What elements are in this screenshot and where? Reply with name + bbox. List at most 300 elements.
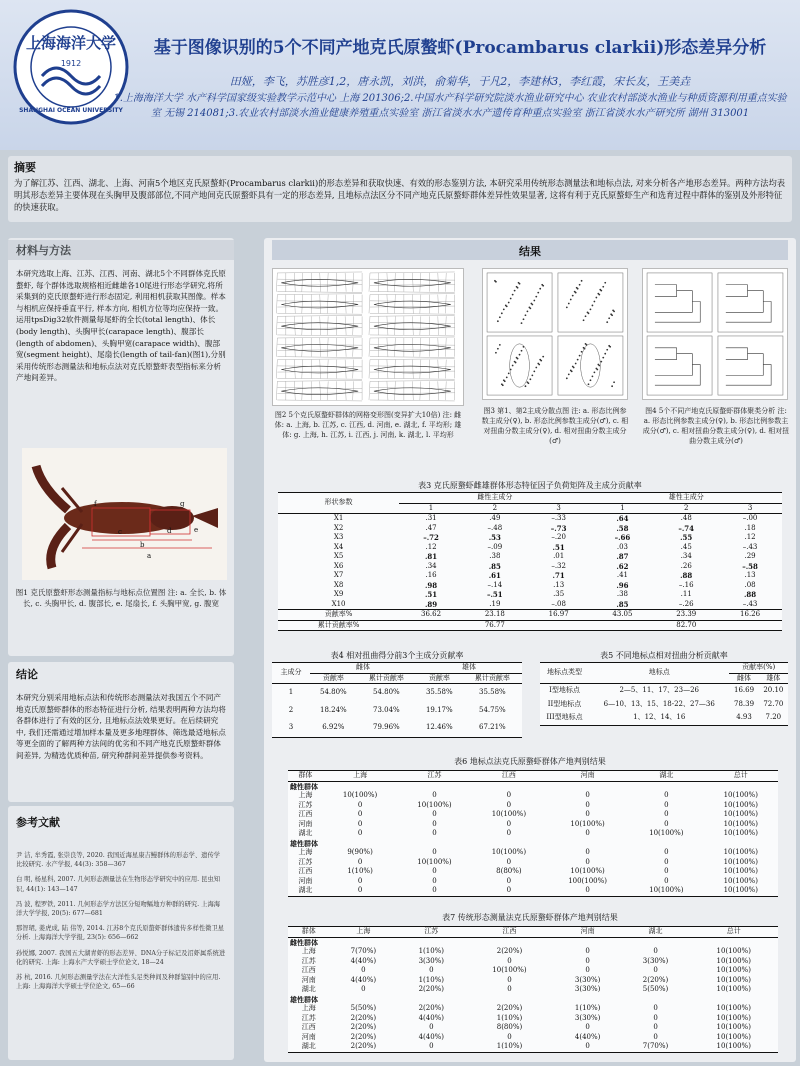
table-cell: 10(100%) xyxy=(342,791,378,799)
table-row xyxy=(288,1042,778,1052)
scatter-panel xyxy=(558,273,623,332)
table-cell: –.73 xyxy=(550,523,567,533)
table-row xyxy=(288,858,778,868)
table6-caption: 表6 地标点法克氏原螯虾群体产地判别结果 xyxy=(454,757,606,766)
table-cell: 0 xyxy=(507,1032,512,1041)
table-cell: X9 xyxy=(333,590,344,598)
references-heading: 参考文献 xyxy=(16,816,60,829)
table-row xyxy=(278,571,782,581)
table-cell: 36.62 xyxy=(421,610,442,618)
table-cell: 23.39 xyxy=(676,610,697,618)
table-row xyxy=(288,820,778,830)
table-cell: .51 xyxy=(552,542,565,552)
table-row xyxy=(278,543,782,553)
table-cell: .19 xyxy=(489,599,501,608)
grid-panel xyxy=(369,272,455,293)
table-cell: 2(20%) xyxy=(350,1013,377,1022)
table-cell: –.72 xyxy=(423,533,439,542)
table-cell: 1(10%) xyxy=(574,1004,601,1012)
table-group-row xyxy=(288,937,778,947)
label-b: b xyxy=(140,541,145,549)
table-cell: –.20 xyxy=(551,533,566,541)
table-cell: 0 xyxy=(357,829,363,837)
table-cell: 0 xyxy=(585,947,590,955)
dendrogram-panel xyxy=(647,273,712,332)
table-cell: 河南 xyxy=(301,975,316,984)
table-cell: .48 xyxy=(680,514,692,522)
table-cell: .29 xyxy=(744,552,756,560)
table-cell: .11 xyxy=(680,590,692,598)
table-cell: 0 xyxy=(653,1013,658,1022)
table-cell: 0 xyxy=(664,791,669,799)
table-cell: 10(100%) xyxy=(417,857,452,866)
table-cell: 43.05 xyxy=(612,610,633,618)
table-cell: 10(100%) xyxy=(417,800,452,809)
conclusion-text: 本研究分别采用地标点法和传统形态测量法对我国五个不同产地克氏原螯虾群体的形态特征进行分析, 结果表明两种方法均将各群体进行了有效的区分, 且地标点法效果更好。在后续研究中, 我们还需通过增加样本量及更多地理群体、筛选最适地标点等更全面的了解两种方法间的优劣和不同产地克氏原螯虾群体间差异, 为精选优质种苗, 研究种群间差异提供参考资料。 xyxy=(16,693,226,760)
table-cell: X5 xyxy=(333,552,344,560)
table-group-label: 雌性群体 xyxy=(290,937,318,947)
label-f: f xyxy=(94,500,97,508)
fig3-caption: 图3 第1、第2主成分散点图 注: a. 形态比例参数主成分(♀), b. 形态比例参数主成分(♂), c. 相对扭曲分数主成分(♀), d. 相对扭曲分数主成分(♂) xyxy=(481,407,629,445)
table-cell: 3(30%) xyxy=(642,956,669,965)
table-group-row xyxy=(288,781,778,791)
conclusion-heading: 结论 xyxy=(16,668,38,681)
table3-pc-num: 3 xyxy=(556,503,561,512)
table-cell: 0 xyxy=(432,829,437,837)
table-cell: .38 xyxy=(616,590,628,598)
table-cell: 10(100%) xyxy=(723,886,758,894)
table-cell: 10(100%) xyxy=(491,848,527,856)
table-cell: .31 xyxy=(425,514,437,522)
table-row xyxy=(540,698,788,712)
table-cell: 10(100%) xyxy=(723,857,758,866)
label-d: d xyxy=(167,527,172,535)
table-cell: 5(50%) xyxy=(350,1004,377,1012)
table4-header-female: 雌体 xyxy=(310,663,416,674)
table-cell: 3(30%) xyxy=(574,1013,601,1022)
table-cell: 10(100%) xyxy=(723,848,758,856)
table-cell: .98 xyxy=(424,580,438,590)
authors: 田娅，李飞，苏胜彦1,2，唐永凯，刘洪，俞菊华，于凡2，李建林3，李红霞，宋长友，王美垚 xyxy=(229,75,691,88)
table-cell: 0 xyxy=(664,876,669,885)
table-cell: 0 xyxy=(432,867,437,875)
table-cell: 0 xyxy=(432,810,437,818)
methods-heading-band xyxy=(8,240,234,260)
table-cell: 0 xyxy=(506,829,512,837)
crayfish-figure xyxy=(22,448,227,580)
grid-panel xyxy=(276,315,362,336)
table-cell: 河南 xyxy=(298,876,313,885)
table-cell: 0 xyxy=(585,1042,590,1050)
table-cell: 0 xyxy=(507,956,512,965)
table-cell: 1(10%) xyxy=(418,975,445,984)
table-cell: 7(70%) xyxy=(350,947,377,955)
table-cell: 1(10%) xyxy=(347,867,373,875)
table-cell: .51 xyxy=(424,590,438,599)
table-cell: 8(80%) xyxy=(496,1023,523,1031)
table4-header-pc: 主成分 xyxy=(280,668,302,677)
table5-header-female: 雌体 xyxy=(737,673,752,682)
methods-text: 本研究选取上海、江苏、江西、河南、湖北5个不同群体克氏原螯虾, 每个群体选取规格相近雌雄各10尾进行形态学研究,将所采集到的克氏原螯虾进行形态固定, 利用相机获取其图像。样本与相机应保持垂直平行, 样本方向, 相机方位等均应保持一致。运用tpsDig32软件测量每尾虾的全长(total length)、体长(body length)、头胸甲长(carapace length)、腹部长(length of abdomen)、头胸甲宽(carapace width)、腹部宽(segment height)、尾扇长(length of tail-fan)(图1),分别采用传统形态测量法和地标点法对克氏原螯虾表型指标来分析产地间差异。 xyxy=(16,269,226,383)
table-cell: 10(100%) xyxy=(570,819,605,828)
scatter-panel xyxy=(487,336,552,395)
grid-panel xyxy=(369,359,455,380)
table-cell: 1(10%) xyxy=(418,947,445,955)
table-cell: 2(20%) xyxy=(418,1004,445,1012)
table-cell: 1、12、14、16 xyxy=(633,713,686,721)
table-cell: X10 xyxy=(331,599,346,608)
table-cell: 0 xyxy=(432,819,437,828)
table-cell: 2(20%) xyxy=(350,1042,377,1050)
table-cell: –.33 xyxy=(551,514,566,522)
abstract-text: 为了解江苏、江西、湖北、上海、河南5个地区克氏原螯虾(Procambarus clarkii)的形态差异和获取快速、有效的形态鉴别方法, 本研究采用传统形态测量法和地标点法, 对来分析各产地形态差异。两种方法均表明其形态差异主要体现在头胸甲及腹部部位,不同产地间克氏原螯虾具有一定的形态差异, 且地标点法区分不同产地克氏原螯虾群体差异性效果显著, 这将有利于克氏原螯虾生产和选育过程中群体的鉴别及外形特征的快速获取。 xyxy=(14,178,786,212)
table-cell: 江西 xyxy=(301,966,316,974)
table-cell: 0 xyxy=(585,848,590,856)
table-cell: 0 xyxy=(664,857,669,866)
table-cell: .88 xyxy=(680,571,693,580)
table-row xyxy=(278,581,782,591)
table-cell: –.48 xyxy=(487,523,503,532)
table-header-cell: 江西 xyxy=(501,771,516,779)
table-header-cell: 河南 xyxy=(580,927,595,935)
grid-panel xyxy=(276,272,362,293)
fig2-caption: 图2 5个克氏原螯虾群体的网格变形图(变异扩大10倍) 注: 雌体: a. 上海, b. 江苏, c. 江西, d. 河南, e. 湖北, f. 平均形; 雄体: g. 上海, h. 江苏, i. 江西, j. 河南, k. 湖北, l. 平均形 xyxy=(274,411,462,439)
table-cell: 8(80%) xyxy=(496,867,522,875)
table-cell: 9(90%) xyxy=(347,848,373,856)
table-row xyxy=(288,985,778,995)
table-cell: 10(100%) xyxy=(716,1032,751,1041)
table3-pc-num: 1 xyxy=(428,503,434,512)
table-cell: 湖北 xyxy=(298,886,313,894)
table-cell: 0 xyxy=(506,886,512,894)
table-cell: I型地标点 xyxy=(549,686,580,694)
table-cell: .87 xyxy=(616,552,629,561)
table-cell: 10(100%) xyxy=(723,800,758,809)
table-cell: 1(10%) xyxy=(496,1042,523,1050)
table-cell: 12.46% xyxy=(425,723,453,731)
table3-caption: 表3 克氏原螯虾雌雄群体形态特征因子负荷矩阵及主成分贡献率 xyxy=(418,481,642,490)
table-cell: 23.18 xyxy=(484,610,505,618)
table-cell: 72.70 xyxy=(763,699,784,708)
table-cell: –.66 xyxy=(614,533,631,542)
table-cell: II型地标点 xyxy=(547,699,582,708)
table-cell: 上海 xyxy=(298,848,313,856)
table-cell: 江西 xyxy=(298,867,313,875)
table-row xyxy=(278,590,782,600)
table-cell: 10(100%) xyxy=(716,947,751,955)
table-cell: 江西 xyxy=(298,810,313,818)
table-row xyxy=(288,947,778,957)
table-row xyxy=(278,533,782,543)
table-row xyxy=(272,719,522,737)
table-header-cell: 湖北 xyxy=(648,927,663,935)
table-cell: 3(30%) xyxy=(574,975,601,984)
table5-header-type: 地标点类型 xyxy=(547,668,583,677)
table4-header-cum: 累计贡献率 xyxy=(474,673,510,682)
table-cell: 1(10%) xyxy=(496,1013,523,1022)
table-cell: X7 xyxy=(333,571,344,579)
grid-panel xyxy=(276,294,362,315)
grid-panel xyxy=(369,380,455,401)
svg-text:上海海洋大学: 上海海洋大学 xyxy=(25,34,117,52)
table-cell: 10(100%) xyxy=(491,810,527,818)
table-header-cell: 群体 xyxy=(298,771,313,779)
table-cell: 0 xyxy=(653,1032,658,1041)
table-cell: 0 xyxy=(507,985,512,993)
table-cell: 0 xyxy=(653,947,658,955)
table3-cum-male: 82.70 xyxy=(676,620,697,629)
table-cell: 0 xyxy=(506,876,512,885)
table-cell: X1 xyxy=(333,514,344,522)
conclusion-panel xyxy=(8,662,234,802)
table4-header-male: 雄体 xyxy=(416,663,522,674)
table-cell: 6—10、13、15、18-22、27—36 xyxy=(603,699,715,708)
table-cell: 0 xyxy=(357,876,363,885)
table-cell: .13 xyxy=(744,571,756,579)
table-cell: 0 xyxy=(432,791,437,799)
table-cell: .08 xyxy=(744,580,756,589)
table-cell: 16.26 xyxy=(740,610,761,618)
table-group-label: 雌性群体 xyxy=(290,781,318,791)
table5 xyxy=(540,662,788,726)
table-cell: 贡献率% xyxy=(324,610,353,618)
dendrogram-panel xyxy=(718,273,783,332)
table5-header-rate: 贡献率(%) xyxy=(729,663,788,674)
table-cell: –.00 xyxy=(742,514,758,522)
grid-panel xyxy=(276,359,362,380)
dendrogram-panel xyxy=(647,336,712,395)
table3-pc-num: 1 xyxy=(620,503,625,512)
grid-panel xyxy=(276,337,362,358)
svg-text:1912: 1912 xyxy=(60,59,82,68)
table7 xyxy=(288,926,778,1053)
table4-header-rate: 贡献率 xyxy=(428,673,450,682)
table-cell: 35.58% xyxy=(425,688,453,696)
table-cell: 2(20%) xyxy=(496,1004,523,1012)
table-cell: 0 xyxy=(585,829,590,837)
table-cell: 54.75% xyxy=(478,705,506,714)
table-cell: .96 xyxy=(616,580,629,590)
table-row xyxy=(278,610,782,621)
table-cell: 7.20 xyxy=(765,713,782,721)
table-cell: –.58 xyxy=(742,561,758,571)
table-cell: .85 xyxy=(616,599,629,609)
fig4-cluster-dendrogram xyxy=(642,268,788,400)
table5-header-points: 地标点 xyxy=(648,668,670,677)
fig2-grid-deformation xyxy=(272,268,464,406)
table-cell: X8 xyxy=(333,580,344,589)
table3-header-male: 雄性主成分 xyxy=(591,493,782,504)
table-row xyxy=(278,514,782,524)
table-cell: 江苏 xyxy=(301,1013,316,1022)
table4-caption: 表4 相对扭曲得分前3个主成分贡献率 xyxy=(330,651,464,660)
table-cell: 10(100%) xyxy=(716,1013,751,1022)
table-header-row xyxy=(288,927,778,938)
table-cell: –.74 xyxy=(678,523,695,533)
table-group-label: 雄性群体 xyxy=(290,994,318,1004)
table-cell: 10(100%) xyxy=(649,886,684,894)
table-cell: 3(30%) xyxy=(574,985,601,993)
table3-header-female: 雌性主成分 xyxy=(399,493,590,504)
table-row xyxy=(288,829,778,839)
table-cell: 16.97 xyxy=(548,610,569,618)
table-cell: 湖北 xyxy=(301,1042,316,1050)
fig3-pca-scatter xyxy=(482,268,628,400)
table5-header-male: 雄体 xyxy=(766,673,781,682)
table-row xyxy=(288,966,778,976)
table-cell: 4(40%) xyxy=(418,1013,445,1022)
table3-cum-female: 76.77 xyxy=(484,620,505,629)
table-cell: –.43 xyxy=(742,542,758,551)
table-header-cell: 江西 xyxy=(502,927,517,935)
table-cell: 0 xyxy=(357,810,363,818)
table-cell: 4(40%) xyxy=(350,975,377,984)
table-cell: 78.39 xyxy=(734,699,755,708)
table-cell: 河南 xyxy=(301,1032,316,1041)
table-cell: 20.10 xyxy=(763,686,784,694)
table-cell: 10(100%) xyxy=(570,867,605,875)
table-cell: .45 xyxy=(680,542,692,551)
reference-item: 苏 杭, 2016. 几何形态测量学法在大洋性头足类种间及种群鉴别中的应用. 上海: 上海海洋大学硕士学位论文, 65—66 xyxy=(16,974,221,991)
poster-header xyxy=(0,0,800,150)
table-row xyxy=(288,1033,778,1043)
table-cell: 2(20%) xyxy=(642,975,669,984)
table-cell: .81 xyxy=(424,552,438,561)
label-c: c xyxy=(118,528,122,536)
affiliations: 1.上海海洋大学 水产科学国家级实验教学示范中心 上海 201306;2.中国水产科学研究院淡水渔业研究中心 农业农村部淡水渔业与种质资源利用重点实验室 无锡 214081;3.农业农村部淡水渔业健康养殖重点实验室 浙江省淡水水产遗传育种重点实验室 浙江省淡水水产研究所 湖州 313001 xyxy=(113,93,787,119)
table-header-cell: 湖北 xyxy=(659,771,674,779)
table-cell: 0 xyxy=(432,848,437,856)
results-heading: 结果 xyxy=(272,240,788,260)
table-cell: 10(100%) xyxy=(716,1004,751,1012)
fig1-caption: 图1 克氏原螯虾形态测量指标与地标点位置图 注: a. 全长, b. 体长, c. 头胸甲长, d. 腹部长, e. 尾扇长, f. 头胸甲宽, g. 腹宽 xyxy=(15,588,227,608)
table-cell: –.16 xyxy=(678,580,694,589)
reference-item: 白 明, 杨星科, 2007. 几何形态测量法在生物形态学研究中的应用. 昆虫知识, 44(1): 143—147 xyxy=(16,876,221,893)
table-cell: 江西 xyxy=(301,1023,316,1031)
table-group-row xyxy=(288,839,778,849)
table-cell: 0 xyxy=(664,819,669,828)
table-cell: 0 xyxy=(585,966,590,974)
table-row xyxy=(288,886,778,896)
table-cell: .35 xyxy=(553,590,565,598)
table-cell: 10(100%) xyxy=(492,966,527,974)
table-cell: .49 xyxy=(489,514,501,522)
table-cell: 10(100%) xyxy=(723,810,758,818)
table-cell: X2 xyxy=(333,523,344,532)
table-cell: .41 xyxy=(616,571,628,579)
table-cell: 4.93 xyxy=(736,713,752,721)
table4-header-rate: 贡献率 xyxy=(322,673,344,682)
table-row xyxy=(288,1023,778,1033)
table-header-cell: 群体 xyxy=(301,927,316,935)
table-cell: .53 xyxy=(488,533,501,542)
table-cell: 0 xyxy=(506,819,512,828)
table-row xyxy=(288,1014,778,1024)
table5-caption: 表5 不同地标点相对扭曲分析贡献率 xyxy=(600,651,728,660)
table-cell: 0 xyxy=(506,800,512,809)
table-cell: 2(20%) xyxy=(418,985,445,993)
table-cell: 0 xyxy=(357,857,363,866)
table-row xyxy=(278,524,782,534)
table-row xyxy=(288,957,778,967)
table-row xyxy=(272,684,522,702)
label-e: e xyxy=(194,526,199,534)
abstract-panel xyxy=(8,156,792,222)
table-cell: 上海 xyxy=(301,1004,316,1012)
table-cell: –.08 xyxy=(551,599,566,608)
table-group-label: 雄性群体 xyxy=(290,838,318,848)
table-row xyxy=(288,976,778,986)
table-cell: 73.04% xyxy=(372,705,400,714)
table-cell: 5(50%) xyxy=(642,985,669,993)
table-cell: 湖北 xyxy=(298,829,313,837)
dendrogram-panel xyxy=(718,336,783,395)
reference-item: 冯 波, 程罗铁, 2011. 几何形态学方法区分短吻鲾地方种群的研究. 上海海洋大学学报, 20(5): 677—681 xyxy=(16,900,221,918)
table-cell: 0 xyxy=(357,886,363,894)
table-cell: –.09 xyxy=(487,542,503,551)
table-cell: .64 xyxy=(616,514,629,523)
table-cell: .62 xyxy=(616,561,629,571)
table-cell: 0 xyxy=(664,810,669,818)
paper-title: 基于图像识别的5个不同产地克氏原螯虾(Procambarus clarkii)形态差异分析 xyxy=(153,38,767,58)
table-cell: 2 xyxy=(288,705,294,714)
table-cell: 江苏 xyxy=(301,956,316,965)
table-cell: 2—5、11、17、23—26 xyxy=(619,686,699,694)
grid-panel xyxy=(276,380,362,401)
table-cell: 19.17% xyxy=(425,705,453,714)
table-cell: 4(40%) xyxy=(574,1032,601,1041)
table-header-row xyxy=(288,771,778,782)
table3-pc-num: 2 xyxy=(683,503,689,512)
table-row xyxy=(278,562,782,572)
table-cell: 10(100%) xyxy=(716,975,751,984)
table-cell: 4(40%) xyxy=(350,956,377,965)
table-cell: 2(20%) xyxy=(350,1023,377,1031)
scatter-panel xyxy=(487,273,552,332)
table-cell: 18.24% xyxy=(319,705,347,714)
table-cell: 67.21% xyxy=(478,723,506,731)
table-cell: 3(30%) xyxy=(418,956,445,965)
table-cell: 0 xyxy=(585,791,590,799)
table-cell: .47 xyxy=(425,523,437,532)
table-cell: 3 xyxy=(288,723,294,731)
table-cell: .88 xyxy=(743,590,757,599)
fig4-caption: 图4 5个不同产地克氏原螯虾群体聚类分析 注: a. 形态比例参数主成分(♀), b. 形态比例参数主成分(♂), c. 相对扭曲分数主成分(♀), d. 相对扭曲分数主成分(♂) xyxy=(642,407,790,445)
table-cell: 0 xyxy=(664,800,669,809)
table-cell: .61 xyxy=(488,571,501,580)
table-cell: –.32 xyxy=(551,561,566,570)
table-header-cell: 上海 xyxy=(356,927,371,935)
table-cell: 2(20%) xyxy=(496,947,523,955)
table-cell: 河南 xyxy=(298,819,313,828)
table-cell: 10(100%) xyxy=(716,956,751,965)
table-row xyxy=(278,600,782,610)
table-cell: 0 xyxy=(585,857,590,866)
table-cell: 0 xyxy=(429,966,434,974)
table-cell: .12 xyxy=(425,542,437,551)
references-panel xyxy=(8,806,234,1060)
table-cell: 0 xyxy=(585,810,590,818)
table-row xyxy=(272,702,522,720)
table-cell: .12 xyxy=(744,533,756,541)
table3-pc-num: 2 xyxy=(492,503,498,512)
grid-panel xyxy=(369,337,455,358)
table-cell: 4(40%) xyxy=(418,1032,445,1041)
table4-header-cum: 累计贡献率 xyxy=(368,673,404,682)
scatter-panel xyxy=(558,336,623,395)
table-cell: .58 xyxy=(616,523,629,533)
reference-item: 尹 洁, 牟秀霞, 张崇良等, 2020. 我国近海星康吉鳗群体的形态学、遗传学比较研究. 水产学报, 44(3): 358—367 xyxy=(16,852,221,869)
